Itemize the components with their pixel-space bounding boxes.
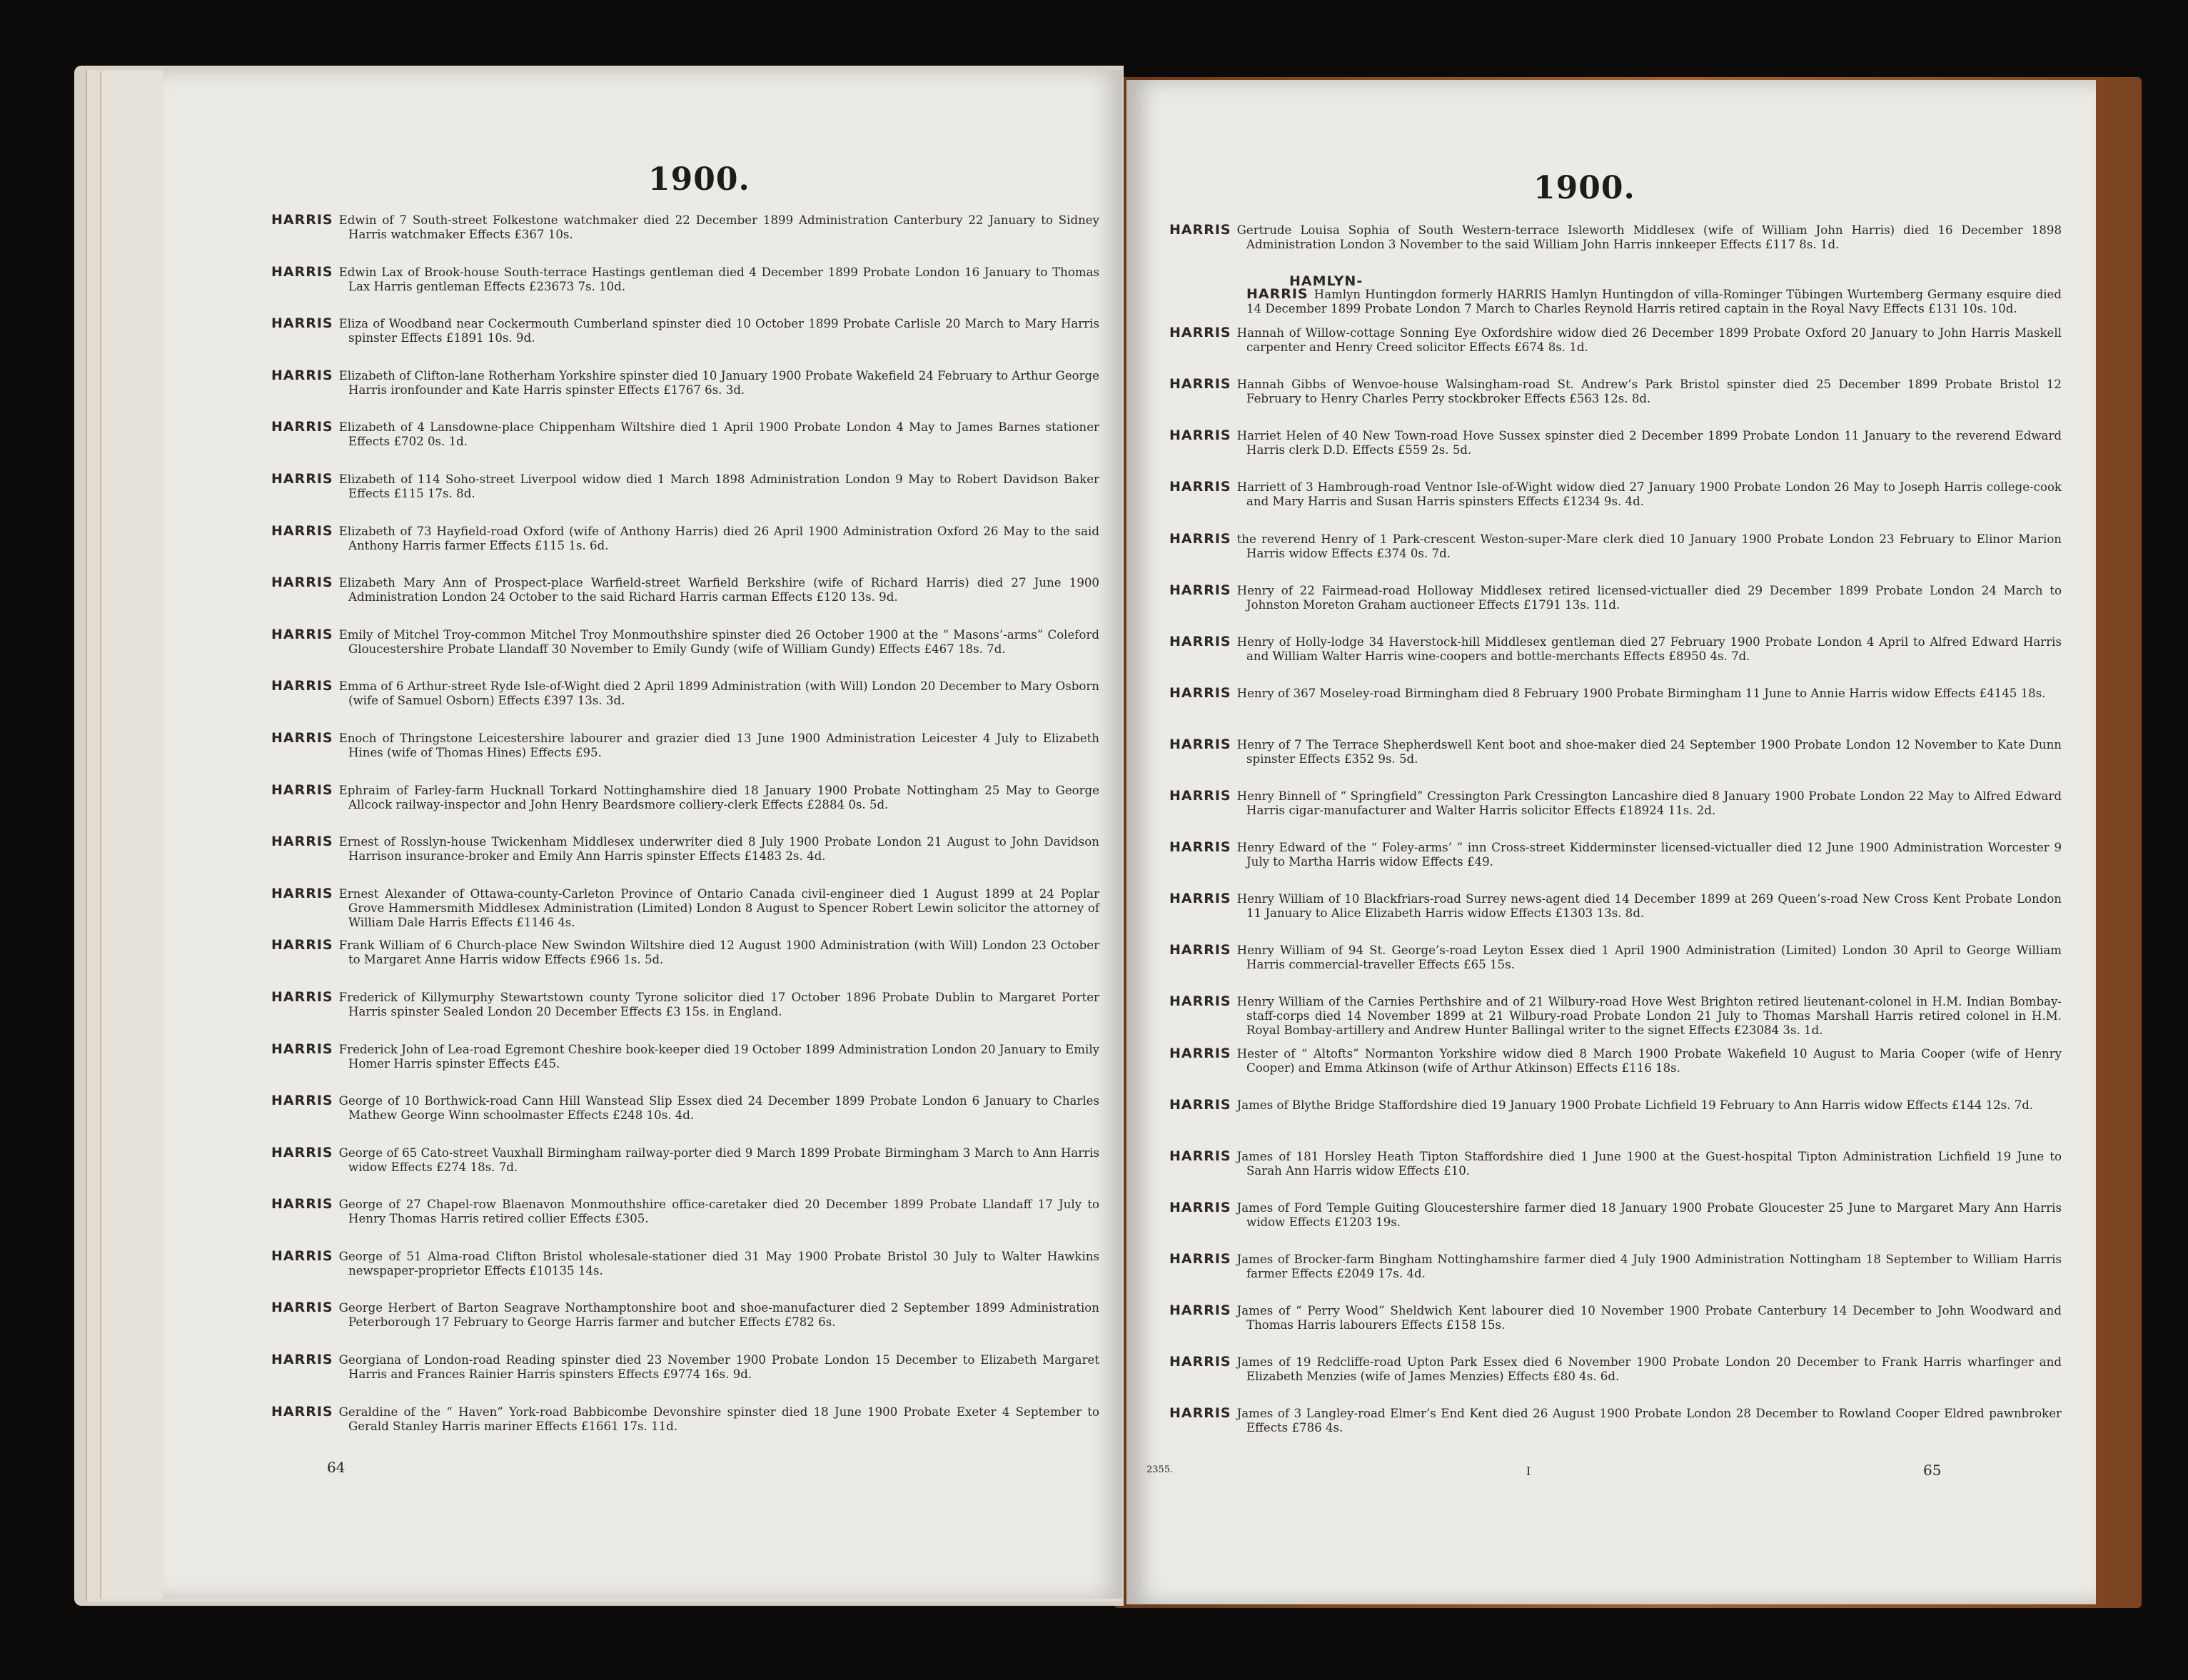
register-entry <box>271 420 1099 472</box>
register-entry <box>271 1300 1099 1352</box>
entry-text: Harriet Helen of 40 New Town-road Hove Sussex spinster died 2 December 1899 Probate London 11 January to the reverend Edward Harris clerk D.D. Effects £559 2s. 5d. <box>1236 429 2062 457</box>
entry-surname: HARRIS <box>1169 1250 1231 1267</box>
entry-text: Eliza of Woodband near Cockermouth Cumberland spinster died 10 October 1899 Probate Carlisle 20 March to Mary Harris spinster Effects £1891 10s. 9d. <box>338 317 1099 345</box>
register-entry <box>1169 1252 2062 1303</box>
register-entry <box>1169 1098 2062 1149</box>
register-entry <box>1169 1355 2062 1406</box>
entry-surname: HARRIS <box>271 781 333 798</box>
entry-text: Ephraim of Farley-farm Hucknall Torkard Nottinghamshire died 18 January 1900 Probate Nottingham 25 May to George Allcock railway-inspector and John Henry Beardsmore colliery-clerk Effects £2884 0s. 5d. <box>338 783 1099 811</box>
entry-surname: HARRIS <box>271 834 333 850</box>
entry-surname: HARRIS <box>271 263 333 280</box>
register-entry <box>271 1197 1099 1249</box>
entry-text: Elizabeth of 73 Hayfield-road Oxford (wife of Anthony Harris) died 26 April 1900 Administration Oxford 26 May to the said Anthony Harris farmer Effects £115 1s. 6d. <box>338 524 1099 552</box>
register-entry <box>1169 686 2062 737</box>
entry-text: Georgiana of London-road Reading spinster died 23 November 1900 Probate London 15 December to Elizabeth Margaret Harris and Frances Rainier Harris spinsters Effects £9774 16s. 9d. <box>338 1353 1099 1382</box>
register-entry <box>1169 1303 2062 1355</box>
page-number: 64 <box>327 1459 346 1476</box>
left-page <box>163 70 1122 1599</box>
signature-mark: I <box>1526 1464 1531 1478</box>
entry-surname: HARRIS <box>1169 479 1231 495</box>
entry-surname: HARRIS <box>1169 325 1231 341</box>
register-entry <box>271 679 1099 731</box>
register-entry <box>1169 480 2062 531</box>
entry-surname: HARRIS <box>271 1093 333 1109</box>
entry-surname: HARRIS <box>1169 633 1231 649</box>
entry-text: George of 10 Borthwick-road Cann Hill Wanstead Slip Essex died 24 December 1899 Probate London 6 January to Charles Mathew George Winn schoolmaster Effects £248 10s. 4d. <box>338 1094 1099 1123</box>
register-entry <box>1169 840 2062 891</box>
surname-prefix: HAMLYN- <box>1289 273 1363 290</box>
entry-surname: HARRIS <box>271 315 333 332</box>
entry-text: Elizabeth of 4 Lansdowne-place Chippenham Wiltshire died 1 April 1900 Probate London 4 May to James Barnes stationer Effects £702 0s. 1d. <box>338 420 1099 449</box>
entry-surname: HARRIS <box>271 419 333 435</box>
register-entry <box>271 990 1099 1042</box>
entry-text: George of 51 Alma-road Clifton Bristol wholesale-stationer died 31 May 1900 Probate Bristol 30 July to Walter Hawkins newspaper-proprietor Effects £10135 14s. <box>338 1249 1099 1277</box>
register-entry <box>1169 223 2062 274</box>
entry-text: Henry of 22 Fairmead-road Holloway Middlesex retired licensed-victualler died 29 December 1899 Probate London 24 March to Johnston Moreton Graham auctioneer Effects £1791 13s. 11d. <box>1236 583 2062 612</box>
entry-text: Frederick John of Lea-road Egremont Cheshire book-keeper died 19 October 1899 Administration London 20 January to Emily Homer Harris spinster Effects £45. <box>338 1042 1099 1071</box>
entry-surname: HARRIS <box>1169 530 1231 547</box>
register-entry <box>271 1093 1099 1145</box>
register-entry <box>271 265 1099 317</box>
register-entry <box>271 627 1099 679</box>
entry-text: Henry of 367 Moseley-road Birmingham died 8 February 1900 Probate Birmingham 11 June to Annie Harris widow Effects £4145 18s. <box>1236 686 2046 700</box>
register-entry <box>271 1042 1099 1094</box>
entry-surname: HARRIS <box>271 1196 333 1213</box>
entry-text: Frederick of Killymurphy Stewartstown county Tyrone solicitor died 17 October 1896 Probate Dublin to Margaret Porter Harris spinster Sealed London 20 December Effects £3 15s. in England. <box>338 990 1099 1018</box>
entry-text: Enoch of Thringstone Leicestershire labourer and grazier died 13 June 1900 Administration Leicester 4 July to Elizabeth Hines (wife of Thomas Hines) Effects £95. <box>338 731 1099 759</box>
entry-surname: HARRIS <box>1169 1199 1231 1215</box>
register-entry <box>1169 1406 2062 1457</box>
register-entry <box>271 213 1099 265</box>
entry-surname: HARRIS <box>1169 1045 1231 1061</box>
register-entry <box>271 1249 1099 1301</box>
entry-surname: HARRIS <box>1169 1354 1231 1370</box>
entry-text: James of “ Perry Wood” Sheldwich Kent labourer died 10 November 1900 Probate Canterbury 14 December to John Woodward and Thomas Harris labourers Effects £158 15s. <box>1236 1303 2062 1332</box>
register-entry <box>271 368 1099 420</box>
entry-text: Edwin Lax of Brook-house South-terrace Hastings gentleman died 4 December 1899 Probate London 16 January to Thomas Lax Harris gentleman Effects £23673 7s. 10d. <box>338 265 1099 293</box>
entry-text: James of Blythe Bridge Staffordshire died 19 January 1900 Probate Lichfield 19 February to Ann Harris widow Effects £144 12s. 7d. <box>1236 1098 2034 1112</box>
entry-text: Hannah of Willow-cottage Sonning Eye Oxfordshire widow died 26 December 1899 Probate Oxford 20 January to John Harris Maskell carpenter and Henry Creed solicitor Effects £674 8s. 1d. <box>1236 326 2062 355</box>
entry-text: Henry William of 94 St. George’s-road Leyton Essex died 1 April 1900 Administration (Limited) London 30 April to George William Harris commercial-traveller Effects £65 15s. <box>1236 943 2062 972</box>
entry-surname: HARRIS <box>1169 736 1231 752</box>
entry-text: Hester of “ Altofts” Normanton Yorkshire widow died 8 March 1900 Probate Wakefield 10 August to Maria Cooper (wife of Henry Cooper) and Emma Atkinson (wife of Arthur Atkinson) Effects £116 18s. <box>1236 1046 2062 1075</box>
entry-surname: HARRIS <box>1169 1096 1231 1113</box>
entry-surname: HARRIS <box>1169 993 1231 1010</box>
entry-surname: HARRIS <box>271 937 333 953</box>
register-entry <box>1169 325 2062 377</box>
entry-text: Henry Binnell of “ Springfield” Cressington Park Cressington Lancashire died 8 January 1900 Probate London 22 May to Alfred Edward Harris cigar-manufacturer and Walter Harris solicitor Effects £18924 11s. 2d. <box>1236 789 2062 818</box>
entry-list <box>1169 223 2062 1457</box>
entry-surname: HARRIS <box>1169 1148 1231 1164</box>
entry-surname: HARRIS <box>271 575 333 591</box>
entry-surname: HARRIS <box>271 988 333 1005</box>
entry-text: the reverend Henry of 1 Park-crescent Weston-super-Mare clerk died 10 January 1900 Probate London 23 February to Elinor Marion Harris widow Effects £374 0s. 7d. <box>1236 532 2062 560</box>
register-entry <box>271 524 1099 576</box>
entry-text: Elizabeth Mary Ann of Prospect-place Warfield-street Warfield Berkshire (wife of Richard Harris) died 27 June 1900 Administration London 24 October to the said Richard Harris carman Effects £120 13s. 9d. <box>338 576 1099 604</box>
register-entry <box>271 472 1099 524</box>
entry-text: Henry William of 10 Blackfriars-road Surrey news-agent died 14 December 1899 at 269 Queen’s-road New Cross Kent Probate London 11 January to Alice Elizabeth Harris widow Effects £1303 13s. 8d. <box>1236 892 2062 921</box>
register-entry <box>271 316 1099 368</box>
entry-surname: HARRIS <box>271 470 333 487</box>
entry-text: James of Ford Temple Guiting Gloucestershire farmer died 18 January 1900 Probate Gloucester 25 June to Margaret Mary Ann Harris widow Effects £1203 19s. <box>1236 1200 2062 1229</box>
register-entry <box>1169 891 2062 943</box>
entry-surname: HARRIS <box>1169 891 1231 907</box>
entry-text: Hamlyn Huntingdon formerly HARRIS Hamlyn Huntingdon of villa-Rominger Tübingen Wurtemberg Germany esquire died 14 December 1899 Probate London 7 March to Charles Reynold Harris retired captain in the Royal Navy Effects £131 10s. 10d. <box>1246 288 2062 316</box>
page-number: 65 <box>1923 1462 1942 1479</box>
register-entry <box>271 1405 1099 1457</box>
entry-text: George of 27 Chapel-row Blaenavon Monmouthshire office-caretaker died 20 December 1899 Probate Llandaff 17 July to Henry Thomas Harris retired collier Effects £305. <box>338 1198 1099 1226</box>
register-entry <box>1169 428 2062 480</box>
entry-surname: HARRIS <box>1169 1302 1231 1318</box>
register-entry <box>271 834 1099 886</box>
entry-text: Henry of Holly-lodge 34 Haverstock-hill Middlesex gentleman died 27 February 1900 Probate London 4 April to Alfred Edward Harris and William Walter Harris wine-coopers and bottle-merchants Effects £8950 4s. 7d. <box>1236 634 2062 663</box>
entry-text: Harriett of 3 Hambrough-road Ventnor Isle-of-Wight widow died 27 January 1900 Probate London 26 May to Joseph Harris college-cook and Mary Harris and Susan Harris spinsters Effects £1234 9s. 4d. <box>1236 480 2062 509</box>
entry-text: Henry Edward of the “ Foley-arms’ ” inn Cross-street Kidderminster licensed-victualler died 12 June 1900 Administration Worcester 9 July to Martha Harris widow Effects £49. <box>1236 841 2062 869</box>
register-entry <box>1169 532 2062 583</box>
entry-surname: HARRIS <box>271 885 333 901</box>
register-entry <box>1169 377 2062 428</box>
page-year: 1900. <box>648 161 750 198</box>
register-entry <box>1169 634 2062 686</box>
entry-text: James of Brocker-farm Bingham Nottinghamshire farmer died 4 July 1900 Administration Nottingham 18 September to William Harris farmer Effects £2049 17s. 4d. <box>1236 1252 2062 1280</box>
entry-surname: HARRIS <box>1169 376 1231 393</box>
printer-signature: 2355. <box>1146 1464 1174 1475</box>
entry-text: Elizabeth of Clifton-lane Rotherham Yorkshire spinster died 10 January 1900 Probate Wakefield 24 February to Arthur George Harris ironfounder and Kate Harris spinster Effects £1767 6s. 3d. <box>338 368 1099 397</box>
register-entry <box>1169 1046 2062 1098</box>
entry-surname: HARRIS <box>271 678 333 694</box>
entry-surname: HARRIS <box>271 367 333 383</box>
register-entry <box>271 1352 1099 1405</box>
entry-surname: HARRIS <box>1169 839 1231 856</box>
entry-text: Henry William of the Carnies Perthshire and of 21 Wilbury-road Hove West Brighton retired lieutenant-colonel in H.M. Indian Bombay-staff-corps died 14 November 1899 at 21 Wilbury-road Probate London 21 July to Thomas Marshall Harris retired colonel in H.M. Royal Bombay-artillery and Andrew Hunter Ballingal writer to the signet Effects £23084 3s. 1d. <box>1236 995 2062 1038</box>
entry-surname: HARRIS <box>271 729 333 746</box>
entry-text: Emily of Mitchel Troy-common Mitchel Troy Monmouthshire spinster died 26 October 1900 at the “ Masons’-arms” Coleford Gloucestershire Probate Llandaff 30 November to Emily Gundy (wife of William Gundy) Effects £467 18s. 7d. <box>338 627 1099 656</box>
entry-text: George of 65 Cato-street Vauxhall Birmingham railway-porter died 9 March 1899 Probate Birmingham 3 March to Ann Harris widow Effects £274 18s. 7d. <box>338 1145 1099 1174</box>
entry-text: James of 3 Langley-road Elmer’s End Kent died 26 August 1900 Probate London 28 December to Rowland Cooper Eldred pawnbroker Effects £786 4s. <box>1236 1407 2062 1435</box>
entry-list <box>271 213 1099 1456</box>
register-entry <box>271 575 1099 627</box>
entry-text: Henry of 7 The Terrace Shepherdswell Kent boot and shoe-maker died 24 September 1900 Probate London 12 November to Kate Dunn spinster Effects £352 9s. 5d. <box>1236 737 2062 766</box>
register-entry <box>1169 994 2062 1046</box>
entry-text: Ernest of Rosslyn-house Twickenham Middlesex underwriter died 8 July 1900 Probate London 21 August to John Davidson Harrison insurance-broker and Emily Ann Harris spinster Effects £1483 2s. 4d. <box>338 835 1099 864</box>
register-entry <box>271 886 1099 938</box>
entry-text: Emma of 6 Arthur-street Ryde Isle-of-Wight died 2 April 1899 Administration (with Will) London 20 December to Mary Osborn (wife of Samuel Osborn) Effects £397 13s. 3d. <box>338 679 1099 708</box>
entry-text: James of 181 Horsley Heath Tipton Staffordshire died 1 June 1900 at the Guest-hospital Tipton Administration Lichfield 19 June to Sarah Ann Harris widow Effects £10. <box>1236 1149 2062 1178</box>
entry-surname: HARRIS <box>1169 582 1231 598</box>
register-entry <box>1169 583 2062 634</box>
right-page <box>1126 80 2096 1604</box>
entry-text: Geraldine of the “ Haven” York-road Babbicombe Devonshire spinster died 18 June 1900 Probate Exeter 4 September to Gerald Stanley Harris mariner Effects £1661 17s. 11d. <box>338 1405 1099 1433</box>
register-entry <box>271 1145 1099 1198</box>
entry-surname: HARRIS <box>1169 222 1231 238</box>
entry-surname: HARRIS <box>271 212 333 228</box>
register-entry <box>271 938 1099 990</box>
page-year: 1900. <box>1533 170 1635 206</box>
entry-text: Gertrude Louisa Sophia of South Western-terrace Isleworth Middlesex (wife of William John Harris) died 16 December 1898 Administration London 3 November to the said William John Harris innkeeper Effects £117 8s. 1d. <box>1236 223 2062 251</box>
register-entry <box>1169 943 2062 994</box>
entry-surname: HARRIS <box>271 1403 333 1420</box>
register-entry <box>271 731 1099 783</box>
register-entry <box>1169 1200 2062 1252</box>
entry-text: James of 19 Redcliffe-road Upton Park Essex died 6 November 1900 Probate London 20 December to Frank Harris wharfinger and Elizabeth Menzies (wife of James Menzies) Effects £80 4s. 6d. <box>1236 1355 2062 1384</box>
entry-surname: HARRIS <box>271 522 333 539</box>
register-entry <box>1169 274 2062 325</box>
register-entry <box>1169 737 2062 789</box>
entry-text: Frank William of 6 Church-place New Swindon Wiltshire died 12 August 1900 Administration (with Will) London 23 October to Margaret Anne Harris widow Effects £966 1s. 5d. <box>338 938 1099 967</box>
entry-surname: HARRIS <box>1169 942 1231 958</box>
entry-surname: HARRIS <box>271 1144 333 1160</box>
entry-surname: HARRIS <box>1169 788 1231 804</box>
entry-surname: HARRIS <box>271 626 333 642</box>
entry-surname: HARRIS <box>1169 427 1231 444</box>
entry-surname: HARRIS <box>271 1248 333 1264</box>
entry-surname: HARRIS <box>1246 286 1309 303</box>
entry-text: Hannah Gibbs of Wenvoe-house Walsingham-road St. Andrew’s Park Bristol spinster died 25 December 1899 Probate Bristol 12 February to Henry Charles Perry stockbroker Effects £563 12s. 8d. <box>1236 378 2062 406</box>
entry-text: George Herbert of Barton Seagrave Northamptonshire boot and shoe-manufacturer died 2 September 1899 Administration Peterborough 17 February to George Harris farmer and butcher Effects £782 6s. <box>338 1301 1099 1330</box>
entry-text: Ernest Alexander of Ottawa-county-Carleton Province of Ontario Canada civil-engineer died 1 August 1899 at 24 Poplar Grove Hammersmith Middlesex Administration (Limited) London 8 August to Spencer Robert Lewin solicitor the attorney of William Dale Harris Effects £1146 4s. <box>338 886 1099 929</box>
entry-surname: HARRIS <box>271 1300 333 1316</box>
entry-surname: HARRIS <box>1169 684 1231 701</box>
entry-text: Elizabeth of 114 Soho-street Liverpool widow died 1 March 1898 Administration London 9 May to Robert Davidson Baker Effects £115 17s. 8d. <box>338 472 1099 500</box>
entry-surname: HARRIS <box>271 1041 333 1057</box>
register-entry <box>1169 1149 2062 1200</box>
entry-surname: HARRIS <box>1169 1405 1231 1422</box>
entry-surname: HARRIS <box>271 1352 333 1368</box>
register-entry <box>271 783 1099 835</box>
entry-text: Edwin of 7 South-street Folkestone watchmaker died 22 December 1899 Administration Canterbury 22 January to Sidney Harris watchmaker Effects £367 10s. <box>338 213 1099 241</box>
register-entry <box>1169 789 2062 840</box>
